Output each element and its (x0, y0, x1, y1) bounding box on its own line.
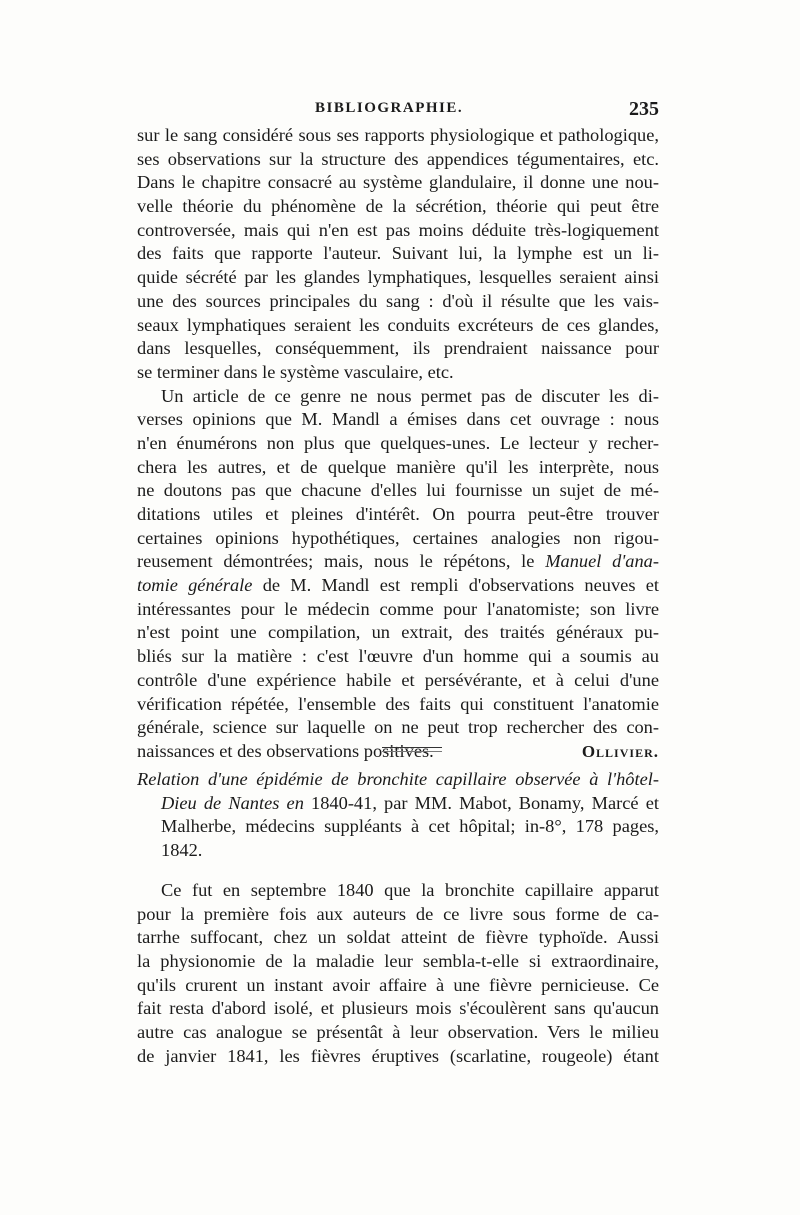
text-line: pour la première fois aux auteurs de ce livre sous forme de ca- (137, 903, 659, 924)
section-divider-thin (382, 751, 442, 752)
signature: Ollivier. (581, 741, 659, 761)
text-line: quide sécrété par les glandes lymphatiques, lesquelles seraient ainsi (137, 267, 659, 288)
text-line: une des sources principales du sang : d'où il résulte que les vais- (137, 290, 659, 311)
text-line: velle théorie du phénomène de la sécrétion, théorie qui peut être (137, 196, 659, 217)
text-line-with-title (137, 550, 659, 574)
text-fragment: reusement démontrées; mais, nous le répétons, le (137, 551, 535, 572)
heading-line: Malherbe, médecins suppléants à cet hôpital; in-8°, 178 pages, (161, 816, 659, 837)
text-line: ses observations sur la structure des appendices tégumentaires, etc. (137, 148, 659, 169)
text-fragment: naissances et des observations positives. (137, 740, 434, 761)
work-authors: 1840-41, par MM. Mabot, Bonamy, Marcé et (311, 792, 659, 813)
running-title: BIBLIOGRAPHIE. (315, 100, 464, 116)
text-line: bliés sur la matière : c'est l'œuvre d'un homme qui a soumis au (137, 646, 659, 667)
text-line: des faits que rapporte l'auteur. Suivant lui, la lymphe est un li- (137, 243, 659, 264)
text-line: verses opinions que M. Mandl a émises dans cet ouvrage : nous (137, 409, 659, 430)
work-title: Dieu de Nantes en (161, 792, 304, 813)
text-line: Dans le chapitre consacré au système glandulaire, il donne une nou- (137, 172, 659, 193)
review-heading (137, 768, 659, 863)
text-line: tarrhe suffocant, chez un soldat atteint de fièvre typhoïde. Aussi (137, 927, 659, 948)
heading-line (137, 792, 659, 816)
text-line: n'en énumérons non plus que quelques-unes. Le lecteur y recher- (137, 432, 659, 453)
text-line: la physionomie de la maladie leur sembla-t-elle si extraordinaire, (137, 951, 659, 972)
text-line: ditations utiles et pleines d'intérêt. On pourra peut-être trouver (137, 504, 659, 524)
text-line: de janvier 1841, les fièvres éruptives (scarlatine, rougeole) étant (137, 1045, 659, 1066)
text-line: vérification répétée, l'ensemble des faits qui constituent l'anatomie (137, 693, 659, 714)
review-body (137, 879, 659, 1069)
text-line: seaux lymphatiques seraient les conduits excréteurs de ces glandes, (137, 314, 659, 335)
section-divider (382, 747, 442, 748)
text-line: générale, science sur laquelle on ne peut trop rechercher des con- (137, 717, 659, 738)
work-title: Relation d'une épidémie de bronchite capillaire observée à l'hôtel- (137, 769, 659, 789)
book-title: Manuel d'ana- (545, 551, 659, 572)
text-line: dans lesquelles, conséquemment, ils prendraient naissance pour (137, 338, 659, 359)
text-line: ne doutons pas que chacune d'elles lui fournisse un sujet de mé- (137, 480, 659, 501)
text-line: sur le sang considéré sous ses rapports physiologique et pathologique, (137, 125, 659, 145)
heading-line (137, 768, 659, 792)
review-mandl (137, 124, 659, 764)
running-head (137, 98, 659, 124)
heading-line: 1842. (161, 840, 203, 861)
text-line: controversée, mais qui n'en est pas moins déduite très-logiquement (137, 219, 659, 240)
text-line: n'est point une compilation, un extrait, des traités généraux pu- (137, 622, 659, 643)
text-line-with-title (137, 574, 659, 598)
text-line: certaines opinions hypothétiques, certaines analogies non rigou- (137, 527, 659, 548)
page-number: 235 (629, 98, 659, 120)
text-line: contrôle d'une expérience habile et persévérante, et à celui d'une (137, 669, 659, 690)
text-line: Ce fut en septembre 1840 que la bronchite capillaire apparut (161, 880, 659, 900)
text-fragment: de M. Mandl est rempli d'observations neuves et (262, 575, 659, 596)
book-title: tomie générale (137, 575, 253, 596)
text-line: qu'ils crurent un instant avoir affaire à une fièvre pernicieuse. Ce (137, 974, 659, 995)
text-line: intéressantes pour le médecin comme pour l'anatomiste; son livre (137, 598, 659, 619)
text-line: Un article de ce genre ne nous permet pas de discuter les di- (161, 385, 659, 406)
text-line: fait resta d'abord isolé, et plusieurs mois s'écoulèrent sans qu'aucun (137, 998, 659, 1019)
text-line: chera les autres, et de quelque manière qu'il les interprète, nous (137, 456, 659, 477)
text-line: se terminer dans le système vasculaire, etc. (137, 361, 454, 382)
text-line: autre cas analogue se présentât à leur observation. Vers le milieu (137, 1022, 659, 1043)
